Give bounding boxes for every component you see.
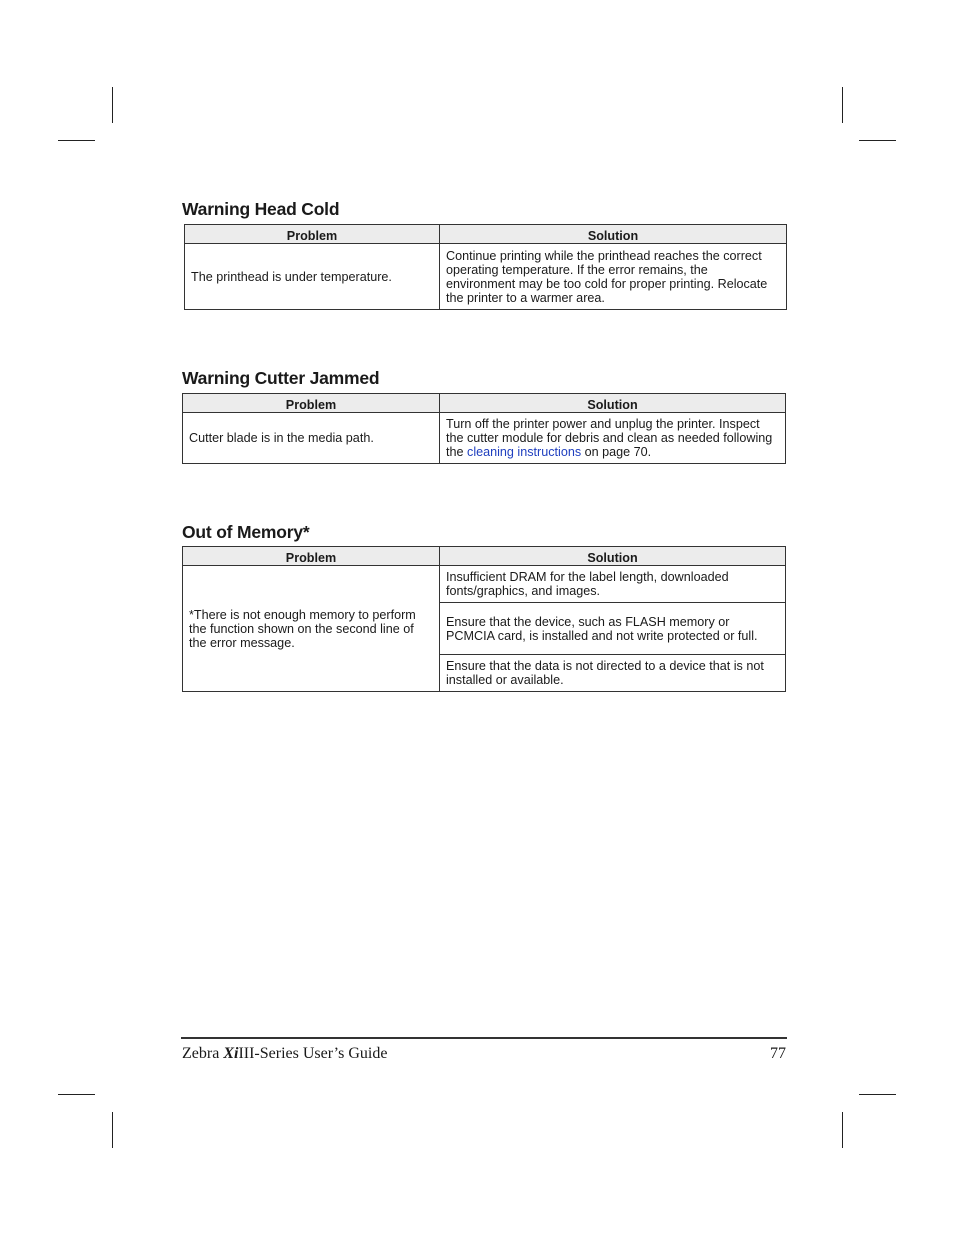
table-header-row bbox=[183, 394, 786, 413]
problem-cell: *There is not enough memory to perform the function shown on the second line of the error message. bbox=[183, 566, 440, 692]
footer-guide-title bbox=[182, 1045, 387, 1063]
solution-text-after-link: on page 70. bbox=[581, 445, 652, 459]
problem-column-header: Problem bbox=[183, 394, 440, 413]
table-row bbox=[183, 566, 786, 603]
solution-cell: Continue printing while the printhead reaches the correct operating temperature. If the error remains, the environment may be too cold for proper printing. Relocate the printer to a warmer area. bbox=[440, 244, 787, 310]
table-header-row bbox=[185, 225, 787, 244]
crop-mark-top-left-vertical bbox=[112, 87, 113, 123]
out-of-memory-table bbox=[182, 546, 786, 692]
warning-head-cold-table bbox=[184, 224, 787, 310]
footer-brand-suffix: III-Series User’s Guide bbox=[238, 1045, 388, 1062]
problem-column-header: Problem bbox=[183, 547, 440, 566]
solution-column-header: Solution bbox=[440, 225, 787, 244]
solution-column-header: Solution bbox=[440, 394, 786, 413]
section-title-warning-head-cold: Warning Head Cold bbox=[182, 199, 340, 219]
crop-mark-bottom-left-horizontal bbox=[58, 1094, 95, 1095]
section-title-out-of-memory: Out of Memory* bbox=[182, 522, 310, 542]
problem-cell: Cutter blade is in the media path. bbox=[183, 413, 440, 464]
crop-mark-bottom-left-vertical bbox=[112, 1112, 113, 1148]
solution-text-before-link: Turn off the printer power and unplug the printer. Inspect the cutter module for debris and clean as needed following the bbox=[446, 417, 773, 459]
table-row bbox=[185, 244, 787, 310]
page-number: 77 bbox=[770, 1045, 786, 1062]
problem-column-header: Problem bbox=[185, 225, 440, 244]
section-title-warning-cutter-jammed: Warning Cutter Jammed bbox=[182, 368, 380, 388]
warning-cutter-jammed-table bbox=[182, 393, 786, 464]
crop-mark-top-left-horizontal bbox=[58, 140, 95, 141]
crop-mark-bottom-right-horizontal bbox=[859, 1094, 896, 1095]
crop-mark-top-right-horizontal bbox=[859, 140, 896, 141]
table-header-row bbox=[183, 547, 786, 566]
table-row bbox=[183, 413, 786, 464]
crop-mark-bottom-right-vertical bbox=[842, 1112, 843, 1148]
problem-cell: The printhead is under temperature. bbox=[185, 244, 440, 310]
crop-mark-top-right-vertical bbox=[842, 87, 843, 123]
solution-cell: Ensure that the data is not directed to a device that is not installed or available. bbox=[440, 655, 786, 692]
footer-brand-emphasis: Xi bbox=[223, 1045, 239, 1062]
solution-column-header: Solution bbox=[440, 547, 786, 566]
footer-brand-prefix: Zebra bbox=[182, 1045, 224, 1062]
cleaning-instructions-link[interactable]: cleaning instructions bbox=[467, 445, 582, 459]
solution-cell: Ensure that the device, such as FLASH memory or PCMCIA card, is installed and not write protected or full. bbox=[440, 603, 786, 655]
footer-rule bbox=[181, 1037, 787, 1039]
solution-cell bbox=[440, 413, 786, 464]
solution-cell: Insufficient DRAM for the label length, downloaded fonts/graphics, and images. bbox=[440, 566, 786, 603]
